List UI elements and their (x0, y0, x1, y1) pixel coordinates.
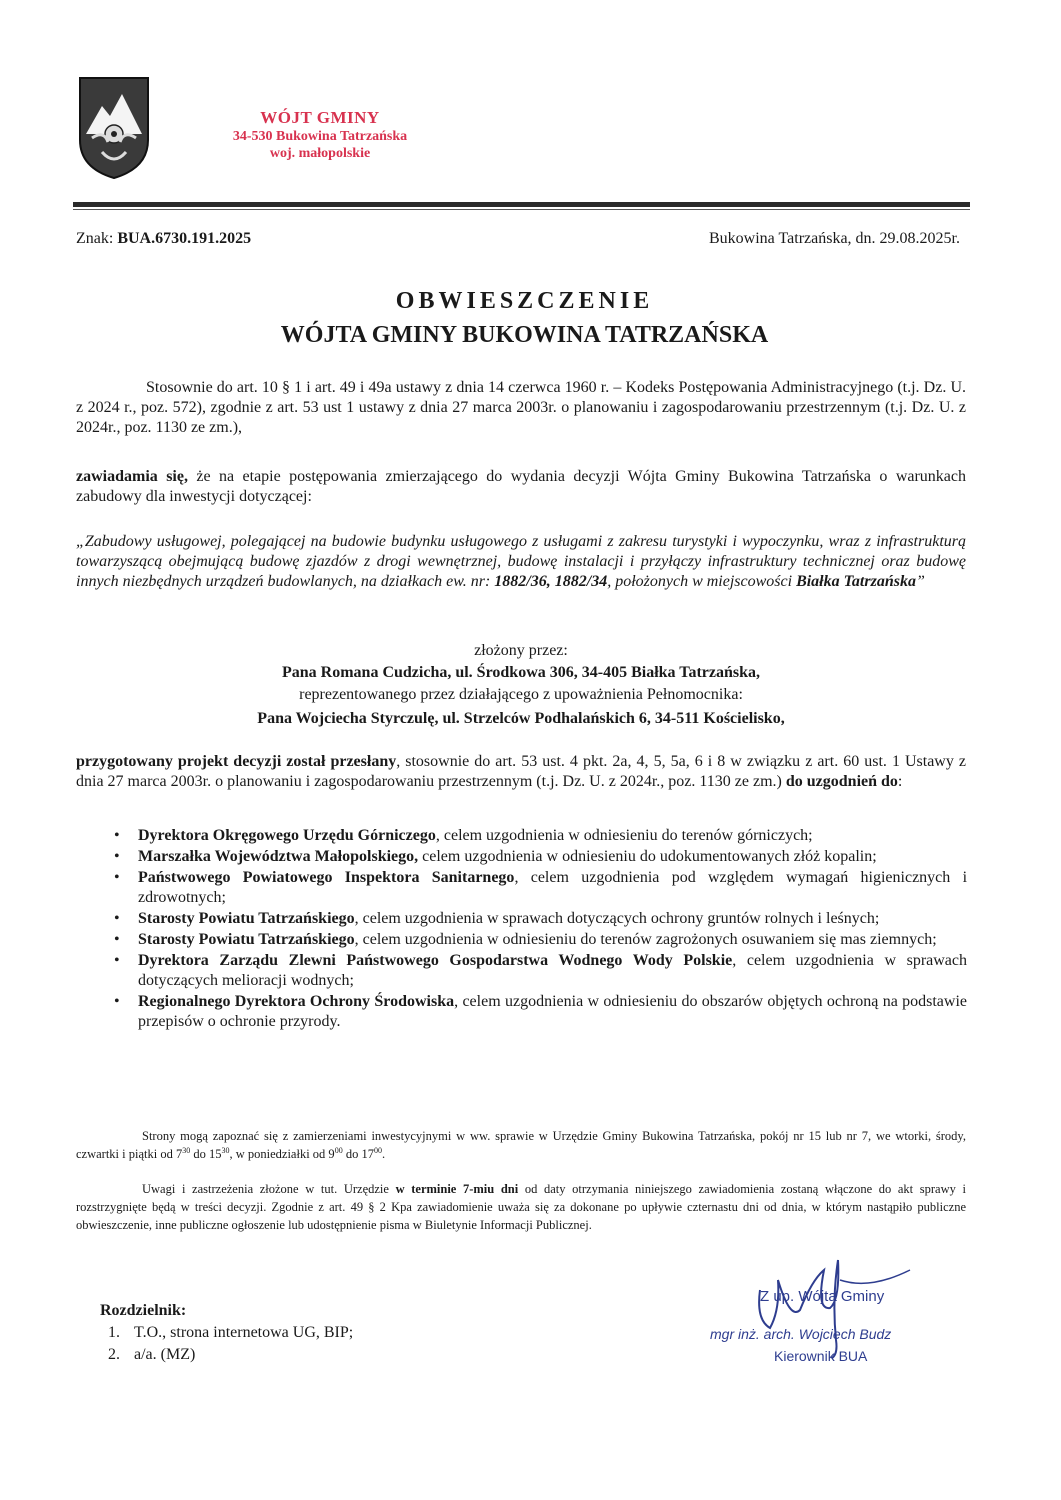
list-item (114, 826, 967, 846)
recipient-list (114, 826, 967, 1033)
notice-paragraph (76, 467, 966, 507)
notice-lead: zawiadamia się, (76, 468, 188, 485)
distribution-heading: Rozdzielnik: (100, 1302, 187, 1319)
remarks-text: Uwagi i zastrzeżenia złożone w tut. Urzędzie (142, 1182, 396, 1196)
list-item (114, 992, 967, 1032)
recipient-purpose: , celem uzgodnienia w sprawach dotyczących melioracji wodnych; (138, 952, 968, 989)
list-item: 2. a/a. (MZ) (124, 1344, 353, 1366)
signatory-name: mgr inż. arch. Wojciech Budz (710, 1326, 892, 1342)
hours-text: do 15 (190, 1147, 222, 1161)
hours-minutes: 30 (221, 1145, 230, 1155)
proxy: Pana Wojciecha Styrczulę, ul. Strzelców Podhalańskich 6, 34-511 Kościelisko, (257, 710, 785, 727)
recipient-purpose: , celem uzgodnienia w odniesieniu do terenów zagrożonych osuwaniem się mas ziemnych; (354, 931, 937, 948)
remarks-note (76, 1180, 966, 1234)
place-date: Bukowina Tatrzańska, dn. 29.08.2025r. (709, 230, 960, 247)
consultation-paragraph (76, 752, 966, 792)
recipient-name: Starosty Powiatu Tatrzańskiego (138, 931, 355, 948)
hours-text: , w poniedziałki od 9 (229, 1147, 335, 1161)
office-stamp (200, 108, 440, 162)
recipient-name: Dyrektora Zarządu Zlewni Państwowego Gospodarstwa Wodnego Wody Polskie (138, 952, 733, 969)
recipient-purpose: , celem uzgodnienia pod względem wymagań higienicznych i zdrowotnych; (138, 869, 968, 906)
office-hours-note (76, 1127, 966, 1163)
header-divider (73, 202, 970, 207)
recipient-purpose: , celem uzgodnienia w odniesieniu do terenów górniczych; (435, 827, 813, 844)
list-item (114, 930, 967, 950)
recipient-name: Regionalnego Dyrektora Ochrony Środowiska (138, 993, 455, 1010)
list-item (114, 951, 967, 991)
stamp-voivodeship: woj. małopolskie (269, 146, 371, 161)
represented-by-label: reprezentowanego przez działającego z upoważnienia Pełnomocnika: (299, 686, 743, 703)
hours-minutes: 00 (373, 1145, 382, 1155)
coat-of-arms-icon (78, 76, 150, 180)
consultation-lead: przygotowany projekt decyzji został przesłany (76, 753, 397, 770)
document-title: OBWIESZCZENIE (395, 288, 654, 314)
signature-block (700, 1250, 960, 1364)
remarks-deadline: w terminie 7-miu dni (395, 1182, 519, 1196)
stamp-address: 34-530 Bukowina Tatrzańska (232, 129, 408, 144)
investment-text: „Zabudowy usługowej, polegającej na budowie budynku usługowego z usługami z zakresu turystyki i wypoczynku, wraz z infrastrukturą towarzyszącą obejmującą budowę zjazdów z drogi wewnętrznej, budowę instalacji i przyłączy infrastruktury technicznej oraz budowę innych niezbędnych urządzeń budowlanych, na działkach ew. nr: (76, 533, 966, 590)
investment-location-text: , położonych w miejscowości (607, 573, 797, 590)
consultation-colon: : (897, 773, 903, 790)
reference-number: BUA.6730.191.2025 (117, 230, 252, 247)
handwritten-signature-icon (720, 1250, 920, 1360)
signature-authority: Z up. Wójta Gminy (760, 1288, 885, 1305)
stamp-title: WÓJT GMINY (260, 108, 380, 127)
recipient-purpose: , celem uzgodnienia w odniesieniu do obszarów objętych ochroną na podstawie przepisów o ochronie przyrody. (138, 993, 968, 1030)
list-item (114, 847, 967, 867)
remarks-text: od daty otrzymania niniejszego zawiadomienia zostaną włączone do akt sprawy i rozstrzygnięte będą w treści decyzji. Zgodnie z art. 49 § 2 Kpa zawiadomienie uważa się za dokonane po upływie czternastu dni od dnia, w którym nastąpiło publiczne obwieszczenie, inne publiczne ogłoszenie lub udostępnienie pisma w Biuletynie Informacji Publicznej. (76, 1182, 966, 1232)
investment-locality: Białka Tatrzańska (796, 573, 916, 590)
recipient-name: Dyrektora Okręgowego Urzędu Górniczego (138, 827, 436, 844)
consultation-text: , stosownie do art. 53 ust. 4 pkt. 2a, 4, 5, 5a, 6 i 8 w związku z art. 60 ust. 1 Ustawy z dnia 27 marca 2003r. o planowaniu i zagospodarowaniu przestrzennym (t.j. Dz. U. z 2024r., poz. 1130 ze zm.) (76, 753, 966, 790)
case-reference (76, 230, 251, 248)
list-item: 1. T.O., strona internetowa UG, BIP; (124, 1322, 353, 1344)
list-item (114, 909, 967, 929)
document-subtitle: WÓJTA GMINY BUKOWINA TATRZAŃSKA (280, 322, 769, 348)
submitted-by-label: złożony przez: (474, 642, 568, 659)
hours-text: . (381, 1147, 386, 1161)
hours-minutes: 00 (334, 1145, 343, 1155)
recipient-purpose: , celem uzgodnienia w sprawach dotyczących ochrony gruntów rolnych i leśnych; (354, 910, 880, 927)
header-divider-thin (73, 209, 970, 210)
signatory-position: Kierownik BUA (774, 1348, 868, 1364)
distribution-list (100, 1300, 353, 1366)
hours-text: Strony mogą zapoznać się z zamierzeniami inwestycyjnymi w ww. sprawie w Urzędzie Gminy Bukowina Tatrzańska, pokój nr 15 lub nr 7, we wtorki, środy, czwartki i piątki od 7 (76, 1129, 966, 1161)
recipient-name: Starosty Powiatu Tatrzańskiego (138, 910, 355, 927)
recipient-name: Marszałka Województwa Małopolskiego, (138, 848, 419, 865)
consultation-end: do uzgodnień do (785, 773, 898, 790)
notice-text: że na etapie postępowania zmierzającego do wydania decyzji Wójta Gminy Bukowina Tatrzańska o warunkach zabudowy dla inwestycji dotyczącej: (76, 468, 967, 505)
parcel-numbers: 1882/36, 1882/34 (494, 573, 608, 590)
hours-text: do 17 (342, 1147, 374, 1161)
hours-minutes: 30 (182, 1145, 191, 1155)
legal-basis-paragraph: Stosownie do art. 10 § 1 i art. 49 i 49a ustawy z dnia 14 czerwca 1960 r. – Kodeks Postępowania Administracyjnego (t.j. Dz. U. z 2024 r., poz. 572), zgodnie z art. 53 ust 1 ustawy z dnia 27 marca 2003r. o planowaniu i zagospodarowaniu przestrzennym (t.j. Dz. U. z 2024r., poz. 1130 ze zm.), (76, 379, 966, 436)
recipient-name: Państwowego Powiatowego Inspektora Sanitarnego (138, 869, 515, 886)
list-item (114, 868, 967, 908)
quote-close: ” (915, 573, 925, 590)
recipient-purpose: celem uzgodnienia w odniesieniu do udokumentowanych złóż kopalin; (418, 848, 877, 865)
applicant: Pana Romana Cudzicha, ul. Środkowa 306, 34-405 Białka Tatrzańska, (281, 664, 760, 681)
investment-description (76, 532, 966, 592)
reference-label: Znak: (76, 230, 114, 247)
